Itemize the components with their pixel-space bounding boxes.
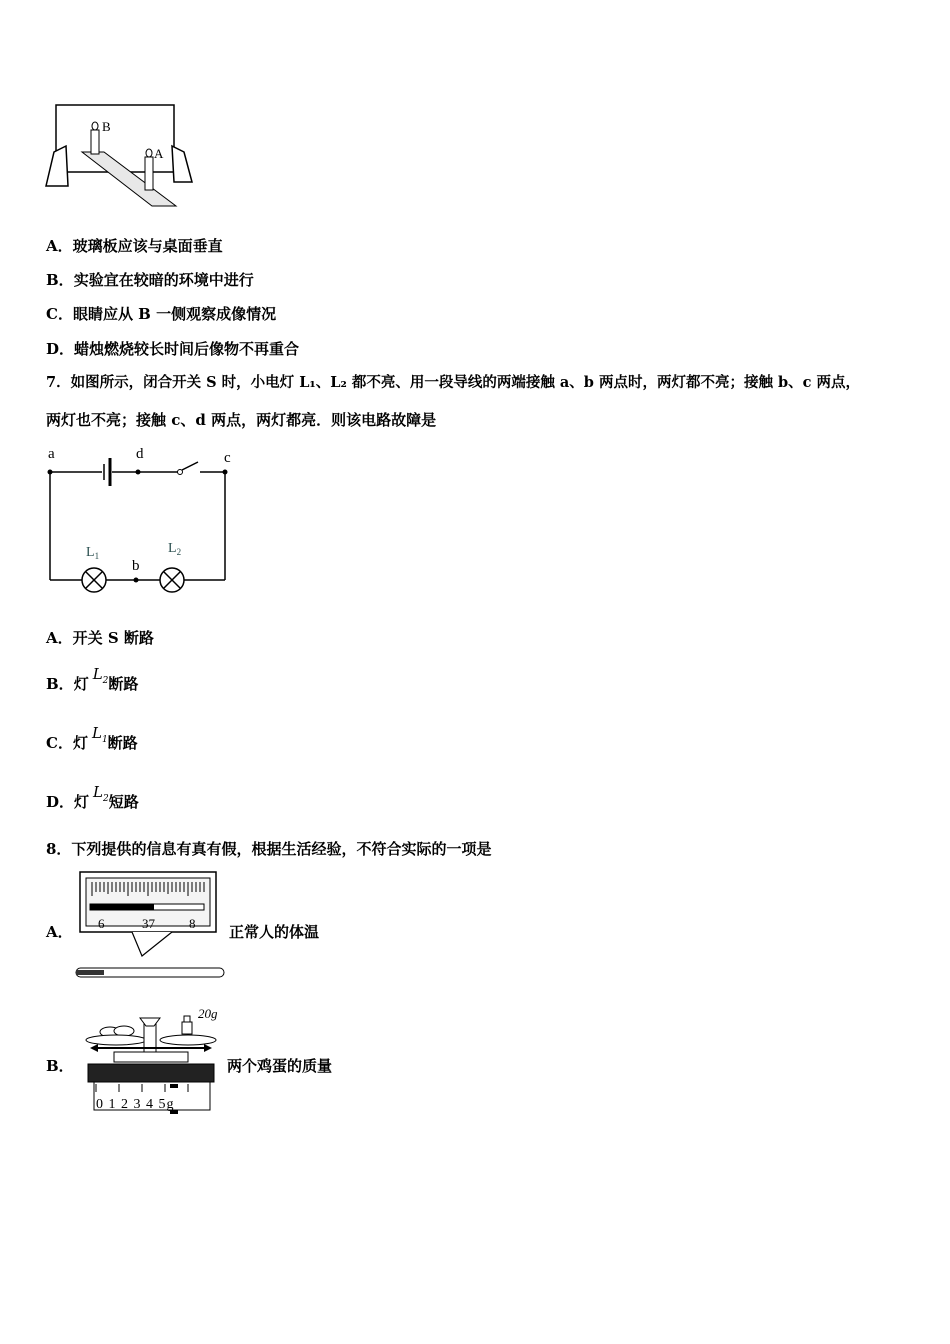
node-d-label: d [136,446,144,462]
q8-stem: 8．下列提供的信息有真有假，根据生活经验，不符合实际的一项是 [46,840,492,858]
node-b-label: b [132,558,140,574]
q7-stem-line1: 7．如图所示，闭合开关 S 时，小电灯 L₁、L₂ 都不亮、用一段导线的两端接触 a、b 两点时，两灯都不亮；接触 b、c 两点， [46,374,861,391]
symbol-l2: $L_2$ [93,783,109,804]
lamp-l1-label: $L_1$ [86,545,100,561]
mirror-experiment-figure [44,100,204,210]
q7-option-b: B．灯$L_2$断路 [46,665,139,693]
q6-option-a: A．玻璃板应该与桌面垂直 [46,237,223,255]
q7-option-d: D．灯$L_2$短路 [46,783,139,811]
q6-option-b: B．实验宜在较暗的环境中进行 [46,271,254,289]
q6-option-d: D．蜡烛燃烧较长时间后像物不再重合 [46,340,300,358]
thermometer-figure [72,868,230,984]
q6-option-c: C．眼睛应从 B 一侧观察成像情况 [46,305,277,323]
symbol-l2: $L_2$ [92,665,109,686]
q8-option-a-letter: A． [46,923,73,941]
symbol-l1: $L_1$ [91,724,108,745]
label-b: B [102,119,111,134]
node-a-label: a [48,446,55,462]
scale-8: 8 [189,916,196,931]
balance-scale-figure [76,1004,226,1118]
circuit-diagram [40,440,250,600]
q7-stem-line2: 两灯也不亮；接触 c、d 两点，两灯都亮．则该电路故障是 [46,411,437,429]
label-a: A [154,146,164,161]
q8-option-b-text: 两个鸡蛋的质量 [227,1057,333,1075]
ruler-scale: 0 1 2 3 4 5g [96,1097,175,1112]
scale-6: 6 [98,916,105,931]
lamp-l2-label: $L_2$ [168,541,182,557]
q8-option-a-text: 正常人的体温 [229,923,320,941]
node-c-label: c [224,450,231,466]
q7-option-a: A．开关 S 断路 [46,629,154,647]
q7-option-c: C．灯$L_1$断路 [46,724,138,752]
q8-option-b-letter: B． [46,1057,74,1075]
scale-37: 37 [142,916,155,931]
weight-label: 20g [198,1006,218,1021]
